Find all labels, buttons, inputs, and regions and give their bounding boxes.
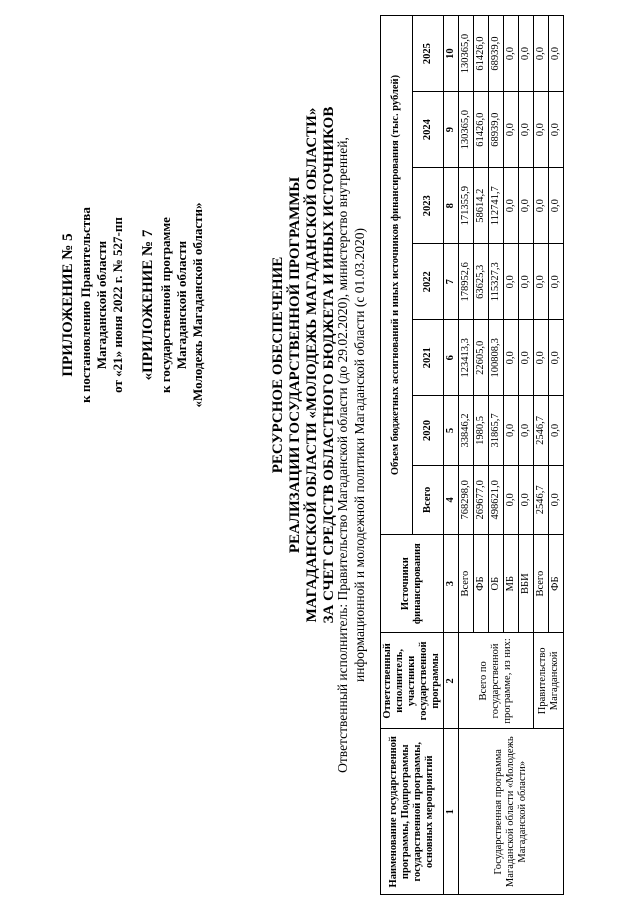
program-name-cell: Государственная программа Магаданской области «Молодежь Магаданской области» <box>459 729 564 895</box>
value-cell: 112741,7 <box>489 168 504 244</box>
column-number: 8 <box>444 168 459 244</box>
source-cell: Всего <box>534 535 549 633</box>
value-cell: 0,0 <box>549 465 564 534</box>
header-year: 2025 <box>412 16 444 92</box>
value-cell: 63625,3 <box>474 244 489 320</box>
value-cell: 0,0 <box>519 168 534 244</box>
value-cell: 2546,7 <box>534 396 549 465</box>
source-cell: ВБИ <box>519 535 534 633</box>
responsible-executor <box>334 15 368 895</box>
header-volume: Объем бюджетных ассигнований и иных источников финансирования (тыс. рублей) <box>381 16 413 535</box>
header-year: 2024 <box>412 92 444 168</box>
value-cell: 0,0 <box>534 244 549 320</box>
heading-line-3: МАГАДАНСКОЙ ОБЛАСТИ «МОЛОДЕЖЬ МАГАДАНСКОЙ ОБЛАСТИ» <box>304 107 320 623</box>
header-year: 2023 <box>412 168 444 244</box>
value-cell: 1980,5 <box>474 396 489 465</box>
value-cell: 68939,0 <box>489 16 504 92</box>
value-cell: 0,0 <box>549 244 564 320</box>
column-number: 7 <box>444 244 459 320</box>
value-cell: 0,0 <box>549 168 564 244</box>
value-cell: 0,0 <box>549 16 564 92</box>
value-cell: 22605,0 <box>474 320 489 396</box>
group1-executor-cell: Всего по государственной программе, из них: <box>459 633 534 729</box>
value-cell: 269677,0 <box>474 465 489 534</box>
value-cell: 130365,0 <box>459 92 474 168</box>
value-cell: 130365,0 <box>459 16 474 92</box>
value-cell: 0,0 <box>534 168 549 244</box>
source-cell: МБ <box>504 535 519 633</box>
column-number: 9 <box>444 92 459 168</box>
value-cell: 100808,3 <box>489 320 504 396</box>
value-cell: 2546,7 <box>534 465 549 534</box>
header-source: Источники финансирования <box>381 535 444 633</box>
appendix-7-line1: к государственной программе <box>158 217 173 393</box>
value-cell: 0,0 <box>519 16 534 92</box>
resource-table <box>380 15 564 895</box>
value-cell: 0,0 <box>504 465 519 534</box>
source-cell: ФБ <box>549 535 564 633</box>
value-cell: 0,0 <box>504 320 519 396</box>
column-number: 4 <box>444 465 459 534</box>
value-cell: 0,0 <box>519 465 534 534</box>
header-name: Наименование государственной программы, Подпрограммы государственной программы, основных мероприятий <box>381 729 444 895</box>
header-year: 2021 <box>412 320 444 396</box>
executor-line-1: Ответственный исполнитель: Правительство Магаданской области (до 29.02.2020), министерство внутренней, <box>335 137 350 773</box>
source-cell: ФБ <box>474 535 489 633</box>
value-cell: 0,0 <box>534 92 549 168</box>
header-executor: Ответственный исполнитель, участники государственной программы <box>381 633 444 729</box>
appendix-7-block <box>140 140 206 470</box>
source-cell: Всего <box>459 535 474 633</box>
table-row <box>459 16 474 895</box>
value-cell: 0,0 <box>549 396 564 465</box>
column-number: 3 <box>444 535 459 633</box>
value-cell: 0,0 <box>504 396 519 465</box>
column-number: 2 <box>444 633 459 729</box>
column-numbers-row <box>444 16 459 895</box>
value-cell: 58614,2 <box>474 168 489 244</box>
heading-line-1: РЕСУРСНОЕ ОБЕСПЕЧЕНИЕ <box>270 256 286 474</box>
value-cell: 0,0 <box>519 396 534 465</box>
value-cell: 178952,6 <box>459 244 474 320</box>
source-cell: ОБ <box>489 535 504 633</box>
value-cell: 115327,3 <box>489 244 504 320</box>
heading-line-2: РЕАЛИЗАЦИИ ГОСУДАРСТВЕННОЙ ПРОГРАММЫ <box>287 176 303 554</box>
value-cell: 0,0 <box>534 16 549 92</box>
column-number: 1 <box>444 729 459 895</box>
value-cell: 33846,2 <box>459 396 474 465</box>
value-cell: 61426,0 <box>474 16 489 92</box>
appendix-5-line3: от «21» июня 2022 г. № 527-пп <box>110 217 125 393</box>
value-cell: 123413,3 <box>459 320 474 396</box>
header-total: Всего <box>412 465 444 534</box>
document-heading <box>270 25 338 705</box>
value-cell: 768298,0 <box>459 465 474 534</box>
column-number: 6 <box>444 320 459 396</box>
header-year: 2020 <box>412 396 444 465</box>
value-cell: 0,0 <box>504 168 519 244</box>
value-cell: 0,0 <box>504 16 519 92</box>
appendix-5-line2: Магаданской области <box>94 240 109 370</box>
value-cell: 498621,0 <box>489 465 504 534</box>
column-number: 5 <box>444 396 459 465</box>
heading-line-4: ЗА СЧЕТ СРЕДСТВ ОБЛАСТНОГО БЮДЖЕТА И ИНЫХ ИСТОЧНИКОВ <box>321 106 337 624</box>
value-cell: 0,0 <box>504 244 519 320</box>
executor-line-2: информационной и молодежной политики Магаданской области (с 01.03.2020) <box>352 228 367 682</box>
value-cell: 0,0 <box>504 92 519 168</box>
appendix-5-line1: к постановлению Правительства <box>78 207 93 403</box>
header-year: 2022 <box>412 244 444 320</box>
value-cell: 0,0 <box>549 92 564 168</box>
appendix-7-line3: «Молодежь Магаданской области» <box>190 202 205 408</box>
appendix-7-title: «ПРИЛОЖЕНИЕ № 7 <box>140 229 156 381</box>
appendix-7-line2: Магаданской области <box>174 240 189 370</box>
appendix-5-block <box>60 140 126 470</box>
value-cell: 0,0 <box>519 92 534 168</box>
value-cell: 0,0 <box>519 244 534 320</box>
value-cell: 31865,7 <box>489 396 504 465</box>
value-cell: 0,0 <box>549 320 564 396</box>
value-cell: 171355,9 <box>459 168 474 244</box>
value-cell: 61426,0 <box>474 92 489 168</box>
value-cell: 0,0 <box>519 320 534 396</box>
value-cell: 0,0 <box>534 320 549 396</box>
group2-executor-cell: Правительство Магаданской <box>534 633 564 729</box>
appendix-5-title: ПРИЛОЖЕНИЕ № 5 <box>60 233 76 377</box>
column-number: 10 <box>444 16 459 92</box>
value-cell: 68939,0 <box>489 92 504 168</box>
